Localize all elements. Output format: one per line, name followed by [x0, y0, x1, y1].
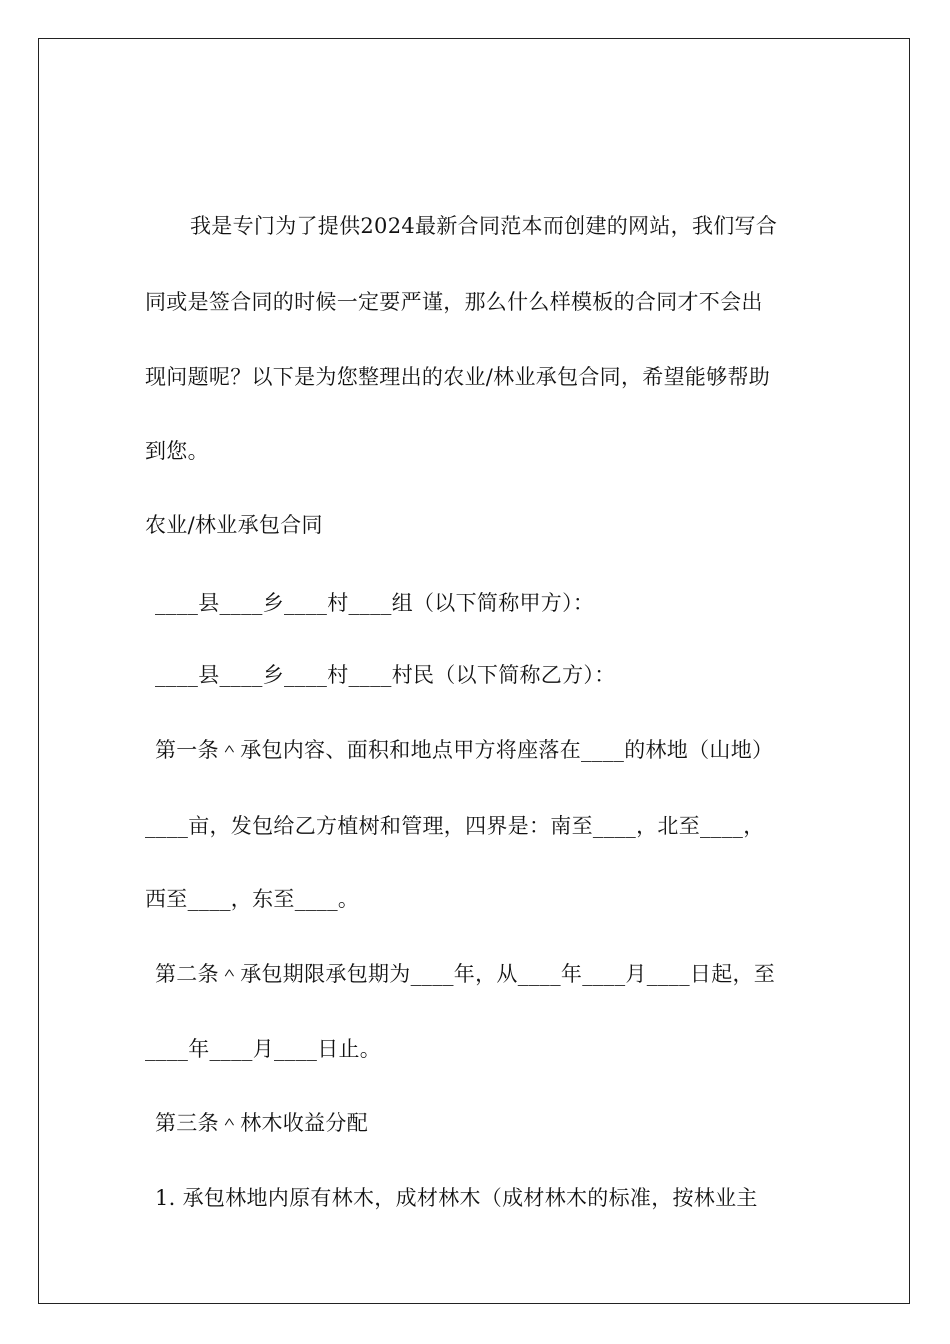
article-3-item-1: 1. 承包林地内原有林木，成材林木（成材林木的标准，按林业主 [155, 1186, 758, 1210]
article-1-line-2: ____亩，发包给乙方植树和管理，四界是：南至____，北至____， [145, 814, 765, 838]
article-1-line-1: 第一条＾承包内容、面积和地点甲方将座落在____的林地（山地） [155, 738, 774, 762]
intro-paragraph-line-3: 现问题呢？以下是为您整理出的农业/林业承包合同，希望能够帮助 [145, 365, 771, 389]
contract-title: 农业/林业承包合同 [145, 513, 323, 537]
intro-paragraph-line-4: 到您。 [145, 439, 209, 463]
party-b-line: ____县____乡____村____村民（以下简称乙方）： [155, 663, 616, 687]
party-a-line: ____县____乡____村____组（以下简称甲方）： [155, 591, 595, 615]
article-2-line-1: 第二条＾承包期限承包期为____年，从____年____月____日起，至 [155, 962, 776, 986]
intro-paragraph-line-2: 同或是签合同的时候一定要严谨，那么什么样模板的合同才不会出 [145, 290, 763, 314]
article-3-heading: 第三条＾林木收益分配 [155, 1111, 368, 1135]
intro-paragraph-line-1: 我是专门为了提供2024最新合同范本而创建的网站，我们写合 [190, 214, 778, 238]
article-2-line-2: ____年____月____日止。 [145, 1037, 382, 1061]
article-1-line-3: 西至____，东至____。 [145, 887, 360, 911]
